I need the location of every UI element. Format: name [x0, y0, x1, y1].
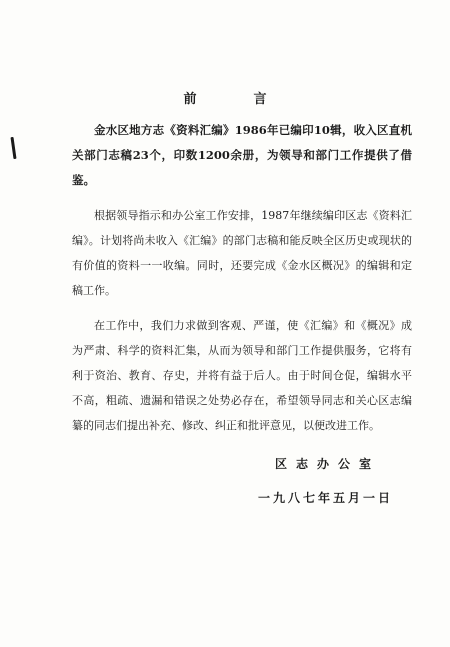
preface-title: 前 言: [183, 92, 289, 107]
preface-body: [72, 118, 412, 448]
paragraph-1: 金水区地方志《资料汇编》1986年已编印10辑，收入区直机关部门志稿23个，印数1200余册，为领导和部门工作提供了借鉴。: [72, 123, 412, 187]
paragraph-2: 根据领导指示和办公室工作安排，1987年继续编印区志《资料汇编》。计划将尚未收入《汇编》的部门志稿和能反映全区历史或现状的有价值的资料一一收编。同时，还要完成《金水区概况》的编辑和定稿工作。: [72, 209, 412, 297]
signature-org: 区志办公室: [275, 457, 381, 471]
signature-date: 一九八七年五月一日: [258, 491, 394, 505]
paragraph-3: 在工作中，我们力求做到客观、严谨，使《汇编》和《概况》成为严肃、科学的资料汇集，从而为领导和部门工作提供服务，它将有利于资治、教育、存史，并将有益于后人。由于时间仓促，编辑水平不高，粗疏、遗漏和错误之处势必存在，希望领导同志和关心区志编纂的同志们提出补充、修改、纠正和批评意见，以便改进工作。: [72, 319, 412, 432]
margin-ink-mark: [10, 137, 16, 159]
